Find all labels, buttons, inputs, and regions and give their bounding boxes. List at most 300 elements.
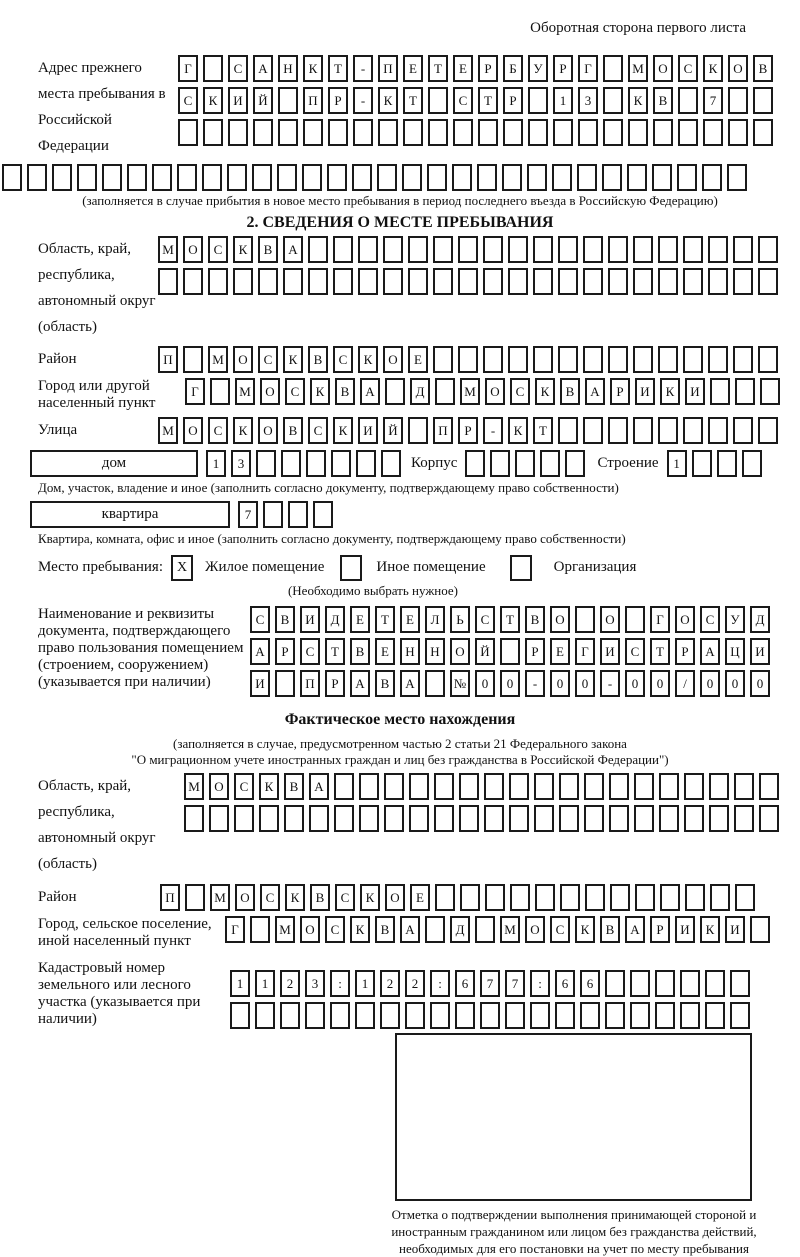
char-cell: 0 <box>725 670 745 697</box>
char-cell: О <box>450 638 470 665</box>
char-cell <box>680 970 700 997</box>
char-cell <box>758 268 778 295</box>
char-cell: 0 <box>575 670 595 697</box>
char-cell <box>705 970 725 997</box>
char-cell: 3 <box>231 450 251 477</box>
char-cell: Д <box>750 606 770 633</box>
char-cell <box>455 1002 475 1029</box>
char-cell: Б <box>503 55 523 82</box>
char-cell: П <box>300 670 320 697</box>
char-cell <box>77 164 97 191</box>
char-cell: С <box>285 378 305 405</box>
char-cell <box>583 268 603 295</box>
char-cell: 7 <box>703 87 723 114</box>
char-cell <box>210 378 230 405</box>
char-cell: К <box>310 378 330 405</box>
char-cell: В <box>350 638 370 665</box>
char-cell: О <box>183 236 203 263</box>
stroenie-cells <box>667 450 762 477</box>
char-cell <box>652 164 672 191</box>
char-cell <box>484 805 504 832</box>
char-cell: - <box>353 55 373 82</box>
char-cell: О <box>485 378 505 405</box>
char-cell <box>284 805 304 832</box>
char-cell <box>475 916 495 943</box>
char-cell: В <box>560 378 580 405</box>
char-cell <box>102 164 122 191</box>
char-cell <box>509 805 529 832</box>
char-cell: И <box>250 670 270 697</box>
char-cell <box>609 805 629 832</box>
char-cell: М <box>500 916 520 943</box>
char-cell <box>227 164 247 191</box>
section2-title: 2. СВЕДЕНИЯ О МЕСТЕ ПРЕБЫВАНИЯ <box>246 214 554 231</box>
char-cell <box>678 119 698 146</box>
char-cell: 7 <box>505 970 525 997</box>
char-cell: О <box>209 773 229 800</box>
char-cell <box>305 1002 325 1029</box>
char-cell: К <box>508 417 528 444</box>
char-cell <box>203 119 223 146</box>
char-cell <box>527 164 547 191</box>
char-cell: С <box>550 916 570 943</box>
char-cell: П <box>303 87 323 114</box>
fact-region-line1 <box>184 773 779 800</box>
char-cell <box>717 450 737 477</box>
char-cell <box>433 236 453 263</box>
char-cell <box>405 1002 425 1029</box>
char-cell <box>288 501 308 528</box>
char-cell <box>434 773 454 800</box>
char-cell: Т <box>533 417 553 444</box>
stay-type-note: (Необходимо выбрать нужное) <box>287 583 459 598</box>
char-cell: 1 <box>255 970 275 997</box>
cadastral-block <box>38 960 792 1029</box>
char-cell <box>433 268 453 295</box>
char-cell <box>465 450 485 477</box>
char-cell: Н <box>400 638 420 665</box>
char-cell <box>559 805 579 832</box>
char-cell: О <box>300 916 320 943</box>
prev-address-block <box>38 55 792 159</box>
house-cells <box>206 450 401 477</box>
char-cell: Г <box>178 55 198 82</box>
char-cell <box>634 773 654 800</box>
char-cell <box>758 417 778 444</box>
char-cell <box>708 268 728 295</box>
char-cell: В <box>310 884 330 911</box>
char-cell <box>334 773 354 800</box>
char-cell: К <box>535 378 555 405</box>
char-cell <box>483 268 503 295</box>
char-cell <box>500 638 520 665</box>
char-cell: Р <box>675 638 695 665</box>
char-cell <box>425 916 445 943</box>
region-grid <box>158 236 778 295</box>
house-note: Дом, участок, владение и иное (заполнить согласно документу, подтверждающему право собственности) <box>38 480 619 495</box>
char-cell <box>184 805 204 832</box>
char-cell <box>708 346 728 373</box>
prev-address-line4 <box>2 164 792 191</box>
char-cell <box>534 805 554 832</box>
cadastral-line1 <box>230 970 750 997</box>
char-cell <box>303 119 323 146</box>
char-cell: П <box>160 884 180 911</box>
char-cell <box>458 268 478 295</box>
char-cell: Е <box>375 638 395 665</box>
char-cell: К <box>358 346 378 373</box>
char-cell: П <box>378 55 398 82</box>
char-cell <box>709 773 729 800</box>
char-cell <box>728 119 748 146</box>
char-cell <box>630 970 650 997</box>
char-cell <box>384 773 404 800</box>
char-cell <box>209 805 229 832</box>
char-cell <box>734 773 754 800</box>
char-cell <box>635 884 655 911</box>
char-cell: В <box>335 378 355 405</box>
char-cell: С <box>258 346 278 373</box>
fact-city-label: Город, сельское поселение, иной населенный пункт <box>38 916 212 949</box>
char-cell: М <box>184 773 204 800</box>
char-cell <box>603 87 623 114</box>
char-cell: 6 <box>455 970 475 997</box>
char-cell <box>634 805 654 832</box>
char-cell: Д <box>450 916 470 943</box>
char-cell: В <box>375 670 395 697</box>
char-cell <box>708 417 728 444</box>
district-line1 <box>158 346 778 373</box>
char-cell <box>630 1002 650 1029</box>
char-cell: 2 <box>405 970 425 997</box>
char-cell <box>502 164 522 191</box>
char-cell <box>428 119 448 146</box>
char-cell <box>381 450 401 477</box>
char-cell <box>384 805 404 832</box>
char-cell <box>333 236 353 263</box>
char-cell <box>655 1002 675 1029</box>
char-cell <box>533 236 553 263</box>
char-cell <box>385 378 405 405</box>
char-cell <box>258 268 278 295</box>
char-cell <box>333 268 353 295</box>
actual-location-title: Фактическое место нахождения <box>284 711 516 728</box>
char-cell <box>685 884 705 911</box>
char-cell: Р <box>458 417 478 444</box>
char-cell <box>275 670 295 697</box>
document-line1 <box>250 606 770 633</box>
char-cell: И <box>635 378 655 405</box>
region-line2 <box>158 268 778 295</box>
char-cell <box>434 805 454 832</box>
char-cell <box>653 119 673 146</box>
char-cell: 1 <box>667 450 687 477</box>
char-cell <box>552 164 572 191</box>
char-cell: О <box>183 417 203 444</box>
page-side-note: Оборотная сторона первого листа <box>530 20 746 36</box>
char-cell <box>277 164 297 191</box>
fact-city-line1 <box>225 916 770 943</box>
char-cell: У <box>725 606 745 633</box>
region-line1 <box>158 236 778 263</box>
char-cell <box>328 119 348 146</box>
char-cell: Р <box>328 87 348 114</box>
fact-district-label: Район <box>38 889 77 905</box>
char-cell <box>477 164 497 191</box>
char-cell <box>408 268 428 295</box>
char-cell <box>733 417 753 444</box>
checkbox-organization <box>510 555 532 581</box>
prev-address-line3 <box>178 119 773 146</box>
char-cell: М <box>158 236 178 263</box>
char-cell <box>185 884 205 911</box>
char-cell <box>540 450 560 477</box>
char-cell <box>490 450 510 477</box>
option-residential-label: Жилое помещение <box>205 559 325 575</box>
char-cell: Р <box>553 55 573 82</box>
char-cell: В <box>275 606 295 633</box>
city-line1 <box>185 378 780 405</box>
char-cell: 2 <box>280 970 300 997</box>
char-cell <box>584 805 604 832</box>
char-cell <box>234 805 254 832</box>
char-cell <box>252 164 272 191</box>
char-cell <box>609 773 629 800</box>
char-cell: А <box>360 378 380 405</box>
char-cell <box>503 119 523 146</box>
char-cell: В <box>258 236 278 263</box>
street-line1 <box>158 417 778 444</box>
char-cell <box>203 55 223 82</box>
char-cell: О <box>550 606 570 633</box>
char-cell <box>730 1002 750 1029</box>
char-cell <box>558 346 578 373</box>
char-cell: Е <box>550 638 570 665</box>
char-cell: А <box>250 638 270 665</box>
char-cell <box>403 119 423 146</box>
char-cell <box>358 236 378 263</box>
char-cell: 0 <box>550 670 570 697</box>
char-cell <box>733 236 753 263</box>
stay-type-label: Место пребывания: <box>38 559 163 575</box>
char-cell <box>178 119 198 146</box>
char-cell: Т <box>500 606 520 633</box>
char-cell: С <box>325 916 345 943</box>
char-cell <box>605 1002 625 1029</box>
char-cell <box>575 606 595 633</box>
char-cell: О <box>600 606 620 633</box>
char-cell: О <box>728 55 748 82</box>
char-cell: А <box>700 638 720 665</box>
char-cell <box>433 346 453 373</box>
char-cell: К <box>285 884 305 911</box>
char-cell: К <box>333 417 353 444</box>
char-cell: С <box>234 773 254 800</box>
char-cell <box>183 346 203 373</box>
char-cell <box>633 268 653 295</box>
char-cell: И <box>358 417 378 444</box>
char-cell <box>483 236 503 263</box>
char-cell: Т <box>403 87 423 114</box>
char-cell: Р <box>275 638 295 665</box>
char-cell <box>659 773 679 800</box>
char-cell <box>558 236 578 263</box>
char-cell: У <box>528 55 548 82</box>
char-cell: Т <box>328 55 348 82</box>
house-row <box>30 450 792 477</box>
char-cell <box>528 87 548 114</box>
char-cell: К <box>303 55 323 82</box>
char-cell: М <box>235 378 255 405</box>
fact-region-label: Область, край, республика, автономный округ (область) <box>38 778 156 872</box>
char-cell: К <box>283 346 303 373</box>
char-cell <box>683 346 703 373</box>
char-cell: С <box>678 55 698 82</box>
char-cell <box>408 417 428 444</box>
checkbox-other-premises <box>340 555 362 581</box>
char-cell: Е <box>403 55 423 82</box>
char-cell: Ь <box>450 606 470 633</box>
fact-district-block <box>38 884 792 911</box>
char-cell <box>753 119 773 146</box>
char-cell <box>535 884 555 911</box>
char-cell <box>730 970 750 997</box>
char-cell <box>435 884 455 911</box>
char-cell <box>559 773 579 800</box>
char-cell: Г <box>578 55 598 82</box>
char-cell: В <box>600 916 620 943</box>
char-cell <box>509 773 529 800</box>
char-cell <box>253 119 273 146</box>
char-cell <box>608 268 628 295</box>
char-cell: С <box>625 638 645 665</box>
char-cell: О <box>260 378 280 405</box>
char-cell: Й <box>475 638 495 665</box>
char-cell: 7 <box>238 501 258 528</box>
char-cell: С <box>178 87 198 114</box>
char-cell <box>710 884 730 911</box>
char-cell <box>428 87 448 114</box>
char-cell: 0 <box>650 670 670 697</box>
char-cell <box>478 119 498 146</box>
char-cell: К <box>628 87 648 114</box>
char-cell <box>692 450 712 477</box>
char-cell <box>742 450 762 477</box>
document-label: Наименование и реквизиты документа, подтверждающего право пользования помещением (строением, сооружением) (указывается при наличии) <box>38 606 244 690</box>
prev-address-label: Адрес прежнего места пребывания в Российской Федерации <box>38 60 166 154</box>
char-cell: С <box>335 884 355 911</box>
char-cell <box>177 164 197 191</box>
char-cell: И <box>300 606 320 633</box>
char-cell: Г <box>225 916 245 943</box>
char-cell <box>233 268 253 295</box>
char-cell: Р <box>503 87 523 114</box>
char-cell <box>460 884 480 911</box>
char-cell <box>533 346 553 373</box>
char-cell: О <box>385 884 405 911</box>
char-cell <box>458 236 478 263</box>
char-cell <box>230 1002 250 1029</box>
char-cell <box>603 119 623 146</box>
char-cell: М <box>208 346 228 373</box>
char-cell: Н <box>425 638 445 665</box>
apartment-box-label: квартира <box>30 501 230 528</box>
char-cell: 2 <box>380 970 400 997</box>
char-cell <box>678 87 698 114</box>
char-cell: Е <box>408 346 428 373</box>
char-cell: 0 <box>475 670 495 697</box>
char-cell <box>628 119 648 146</box>
char-cell: К <box>700 916 720 943</box>
char-cell <box>505 1002 525 1029</box>
char-cell: С <box>453 87 473 114</box>
char-cell: И <box>675 916 695 943</box>
char-cell <box>263 501 283 528</box>
char-cell <box>558 417 578 444</box>
char-cell <box>709 805 729 832</box>
char-cell <box>27 164 47 191</box>
char-cell: В <box>283 417 303 444</box>
char-cell: Т <box>650 638 670 665</box>
char-cell: К <box>360 884 380 911</box>
prev-address-grid <box>178 55 773 146</box>
char-cell: М <box>275 916 295 943</box>
char-cell: : <box>330 970 350 997</box>
document-line3 <box>250 670 770 697</box>
char-cell <box>353 119 373 146</box>
checkbox-residential: X <box>171 555 193 581</box>
char-cell: - <box>353 87 373 114</box>
char-cell <box>430 1002 450 1029</box>
fact-district-line1 <box>160 884 755 911</box>
char-cell: 1 <box>230 970 250 997</box>
char-cell <box>683 268 703 295</box>
char-cell <box>759 805 779 832</box>
char-cell <box>508 268 528 295</box>
char-cell <box>753 87 773 114</box>
char-cell <box>734 805 754 832</box>
char-cell: И <box>685 378 705 405</box>
prev-address-line2 <box>178 87 773 114</box>
city-label: Город или другой населенный пункт <box>38 378 156 411</box>
actual-location-note1: (заполняется в случае, предусмотренном частью 2 статьи 21 Федерального закона <box>173 736 627 751</box>
char-cell <box>334 805 354 832</box>
char-cell: О <box>525 916 545 943</box>
char-cell <box>359 773 379 800</box>
char-cell <box>309 805 329 832</box>
char-cell: К <box>660 378 680 405</box>
char-cell <box>409 773 429 800</box>
char-cell <box>760 378 780 405</box>
char-cell: О <box>383 346 403 373</box>
char-cell <box>578 119 598 146</box>
street-label: Улица <box>38 422 78 438</box>
char-cell: : <box>530 970 550 997</box>
apartment-row <box>30 501 792 528</box>
char-cell: И <box>600 638 620 665</box>
char-cell: Е <box>350 606 370 633</box>
char-cell <box>483 346 503 373</box>
district-label: Район <box>38 351 77 367</box>
char-cell <box>280 1002 300 1029</box>
char-cell: О <box>675 606 695 633</box>
char-cell: : <box>430 970 450 997</box>
char-cell: № <box>450 670 470 697</box>
char-cell: О <box>653 55 673 82</box>
char-cell: 1 <box>553 87 573 114</box>
char-cell <box>510 884 530 911</box>
char-cell <box>580 1002 600 1029</box>
